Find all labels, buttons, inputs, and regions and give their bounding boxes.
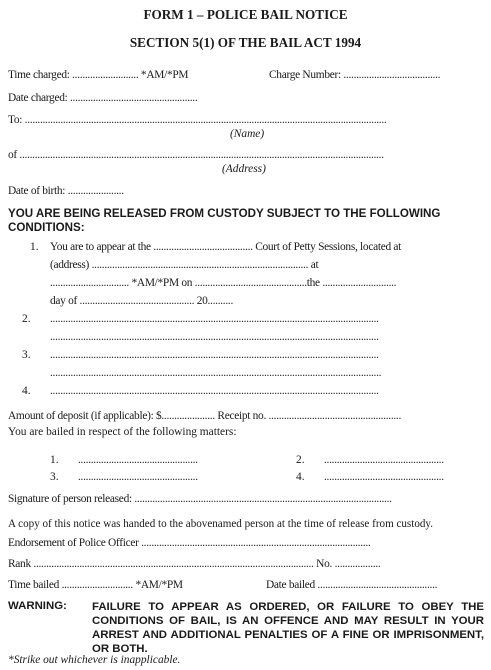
matter-4-field[interactable]: ............................................... [324, 471, 444, 483]
date-bailed-field[interactable]: Date bailed ............................................... [266, 579, 438, 591]
name-caption: (Name) [230, 128, 265, 140]
charge-number-field[interactable]: Charge Number: ...................................... [269, 69, 441, 81]
condition-1-line2[interactable]: (address) ..................................................................................... at [50, 260, 319, 271]
dob-field[interactable]: Date of birth: ...................... [8, 185, 124, 197]
address-field[interactable]: of ............................................................................................................................................... [8, 150, 384, 161]
form-title: FORM 1 – POLICE BAIL NOTICE [143, 7, 348, 22]
matter-1-field[interactable]: ............................................... [78, 454, 198, 466]
matter-3-field[interactable]: ............................................... [78, 471, 198, 483]
condition-1-line3[interactable]: ............................... *AM/*PM on ............................................the ............................. [50, 278, 397, 289]
deposit-field[interactable]: Amount of deposit (if applicable): $..................... Receipt no. .................................................... [8, 411, 402, 422]
condition-4-number: 4. [22, 385, 31, 397]
warning-text: FAILURE TO APPEAR AS ORDERED, OR FAILURE TO OBEY THE CONDITIONS OF BAIL, IS AN OFFENCE AND MAY RESULT IN YOUR ARREST AND ADDITIONAL PENALTIES OF A FINE OR IMPRISONMENT, OR BOTH. [92, 601, 484, 655]
address-caption: (Address) [222, 163, 266, 175]
strike-note: *Strike out whichever is inapplicable. [8, 654, 181, 666]
condition-1-line1[interactable]: You are to appear at the ....................................... Court of Petty Sessions, located at [50, 242, 402, 253]
warning-label: WARNING: [8, 600, 67, 612]
release-heading-line2: CONDITIONS: [8, 221, 85, 234]
condition-3-line2[interactable]: .................................................................................................................................. [50, 368, 382, 379]
condition-2-number: 2. [22, 313, 31, 325]
condition-2-line2[interactable]: ................................................................................................................................. [50, 332, 379, 343]
condition-1-number: 1. [30, 241, 39, 253]
matter-3-number: 3. [50, 471, 59, 483]
condition-3-number: 3. [22, 349, 31, 361]
matter-2-field[interactable]: ............................................... [324, 454, 444, 466]
matter-2-number: 2. [296, 454, 305, 466]
condition-2-line1[interactable]: ................................................................................................................................. [50, 314, 379, 325]
condition-4-line1[interactable]: ................................................................................................................................. [50, 386, 379, 397]
matter-4-number: 4. [296, 471, 305, 483]
form-subtitle: SECTION 5(1) OF THE BAIL ACT 1994 [129, 35, 362, 50]
release-heading-line1: YOU ARE BEING RELEASED FROM CUSTODY SUBJECT TO THE FOLLOWING [8, 207, 441, 220]
date-charged-field[interactable]: Date charged: .................................................. [8, 92, 198, 104]
condition-1-line4[interactable]: day of ............................................. 20.......... [50, 295, 233, 307]
endorsement-field[interactable]: Endorsement of Police Officer .......................................................................................... [8, 538, 371, 549]
matters-label: You are bailed in respect of the following matters: [8, 426, 237, 438]
time-bailed-field[interactable]: Time bailed ............................ *AM/*PM [8, 579, 183, 591]
to-field[interactable]: To: .............................................................................................................................................. [8, 115, 387, 126]
time-charged-field[interactable]: Time charged: .......................... *AM/*PM [8, 69, 189, 81]
rank-field[interactable]: Rank .............................................................................................................. No. .................. [8, 559, 381, 570]
copy-notice: A copy of this notice was handed to the abovenamed person at the time of release from custody. [8, 518, 434, 530]
matter-1-number: 1. [50, 454, 59, 466]
condition-3-line1[interactable]: ................................................................................................................................. [50, 350, 379, 361]
signature-field[interactable]: Signature of person released: ..................................................................................................... [8, 494, 392, 505]
